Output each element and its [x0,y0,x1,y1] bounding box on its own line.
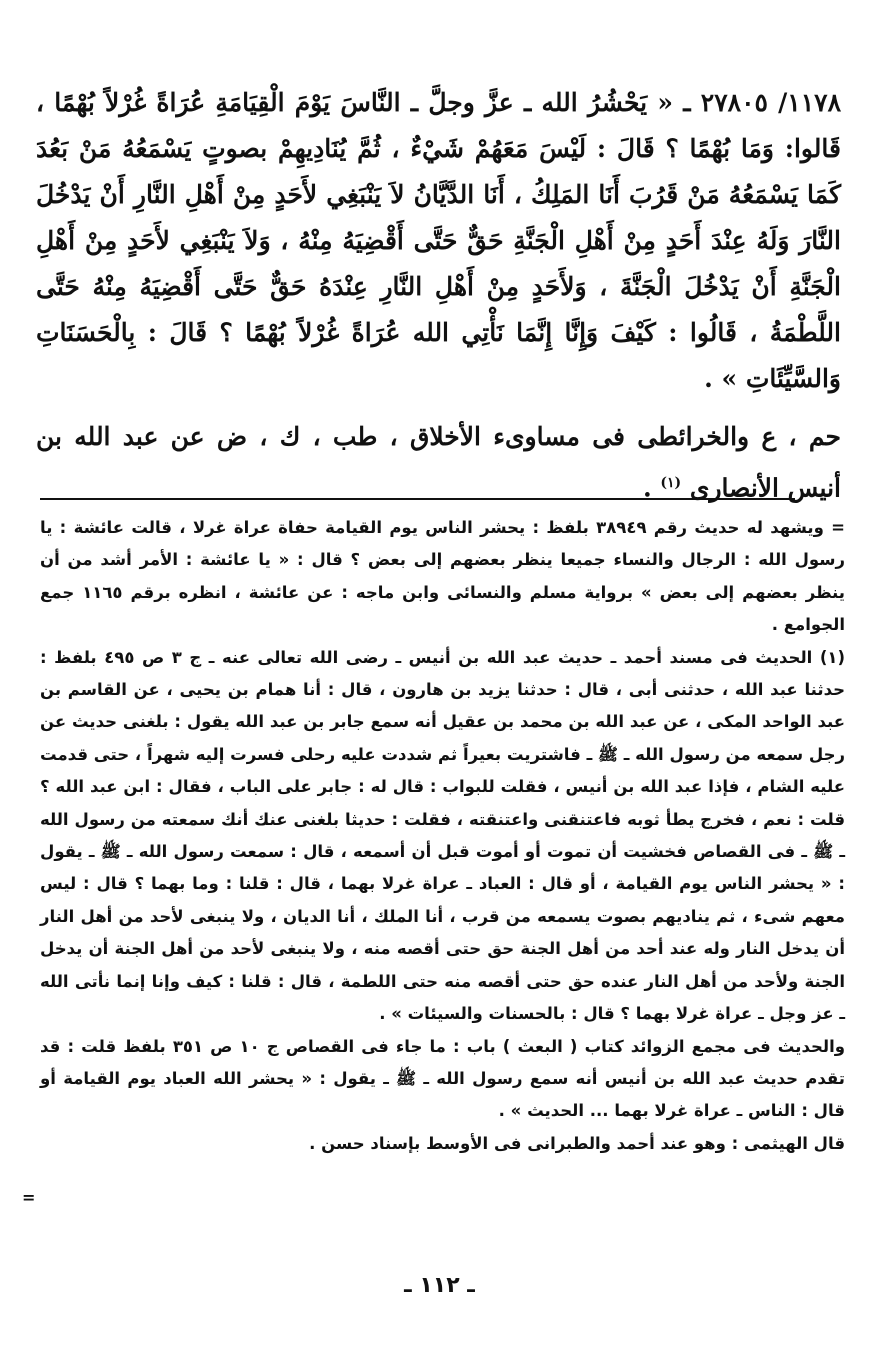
source-text: حم ، ع والخرائطى فى مساوىء الأخلاق ، طب ، ك ، ض عن عبد الله بن أنيس الأنصارى [36,422,841,503]
main-text [36,80,841,511]
footnote-1: (١) الحديث فى مسند أحمد ـ حديث عبد الله بن أنيس ـ رضى الله تعالى عنه ـ ج ٣ ص ٤٩٥ بلفظ : حدثنا عبد الله ، حدثنى أبى ، قال : حدثنا يزيد بن هارون ، قال : أنا همام بن يحيى ، عن القاسم بن عبد الواحد المكى ، عن عبد الله بن محمد بن عقيل أنه سمع جابر بن عبد الله يقول : بلغنى حديث عن رجل سمعه من رسول الله ـ ﷺ ـ فاشتريت بعيراً ثم شددت عليه رحلى فسرت إليه شهراً ، حتى قدمت عليه الشام ، فإذا عبد الله بن أنيس ، فقلت للبواب : قال له : جابر على الباب ، فقال : ابن عبد الله ؟ قلت : نعم ، فخرج يطأ ثوبه فاعتنقنى واعتنقته ، فقلت : حديثا بلغنى عنك أنك سمعته من رسول الله ـ ﷺ ـ فى القصاص فخشيت أن تموت أو أموت قبل أن أسمعه ، قال : سمعت رسول الله ـ ﷺ ـ يقول : « يحشر الناس يوم القيامة ، أو قال : العباد ـ عراة غرلا بهما ، قال : قلنا : وما بهما ؟ قال : ليس معهم شىء ، ثم يناديهم بصوت يسمعه من قرب ، أنا الملك ، أنا الديان ، ولا ينبغى لأحد من أهل النار أن يدخل النار وله عند أحد من أهل الجنة حق حتى أقصه منه ، ولا ينبغى لأحد من أهل الجنة أن يدخل الجنة ولأحد من أهل النار عنده حق حتى أقصه منه حتى اللطمة ، قال : قلنا : كيف وإنا إنما نأتى الله ـ عز وجل ـ عراة غرلا بهما ؟ قال : بالحسنات والسيئات » . [40,647,846,1024]
hadith-text: ـ « يَحْشُرُ الله ـ عزَّ وجلَّ ـ النَّاسَ يَوْمَ الْقِيَامَةِ عُرَاةً غُرْلاً بُهْمًا ، قَالوا: وَمَا بُهْمًا ؟ قَالَ : لَيْسَ مَعَهُمْ شَيْءٌ ، ثُمَّ يُنَادِيهِمْ بصوتٍ يَسْمَعُهُ مَنْ بَعُدَ كَمَا يَسْمَعُهُ مَنْ قَرُبَ أَنَا المَلِكُ ، أَنَا الدَّيَّانُ لاَ يَنْبَغِي لأَحَدٍ مِنْ أَهْلِ النَّارِ أَنْ يَدْخُلَ النَّارَ وَلَهُ عِنْدَ أَحَدٍ مِنْ أَهْلِ الْجَنَّةِ حَقٌّ حَتَّى أَقْضِيَهُ مِنْهُ ، وَلاَ يَنْبَغِي لأَحَدٍ مِنْ أَهْلِ الْجَنَّةِ أَنْ يَدْخُلَ الْجَنَّةَ ، وَلأَحَدٍ مِنْ أَهْلِ النَّارِ عِنْدَهُ حَقٌّ حَتَّى أَقْضِيَهُ مِنْهُ حَتَّى اللَّطْمَةُ ، قَالُوا : كَيْفَ وَإِنَّا إِنَّمَا نَأْتِي الله عُرَاةً غُرْلاً بُهْمًا ؟ قَالَ : بِالْحَسَنَاتِ وَالسَّيِّئَاتِ » . [36,88,841,393]
footnote-zawaid: والحديث فى مجمع الزوائد كتاب ( البعث ) باب : ما جاء فى القصاص ج ١٠ ص ٣٥١ بلفظ قلت : قد تقدم حديث عبد الله بن أنيس أنه سمع رسول الله ـ ﷺ ـ يقول : « يحشر الله العباد يوم القيامة أو قال : الناس ـ عراة غرلا بهما ... الحديث » . [40,1036,845,1121]
hadith-source [36,414,841,511]
hadith-number: ١١٧٨/ ٢٧٨٠٥ [700,88,841,117]
footnote-separator [40,498,795,500]
continuation-mark: = [22,1188,36,1207]
footnote-continued: = ويشهد له حديث رقم ٣٨٩٤٩ بلفظ : يحشر الناس يوم القيامة حفاة عراة غرلا ، قالت عائشة : يا رسول الله : الرجال والنساء جميعا ينظر بعضهم إلى بعض ؟ قال : « يا عائشة : الأمر أشد من أن ينظر بعضهم إلى بعض » برواية مسلم والنسائى وابن ماجه : عن عائشة ، انظره برقم ١١٦٥ جمع الجوامع . [40,518,845,635]
hadith-paragraph [36,80,841,402]
page-number: ـ ١١٢ ـ [404,1273,475,1298]
footnote-haythami: قال الهيثمى : وهو عند أحمد والطبرانى فى الأوسط بإسناد حسن . [309,1133,845,1153]
footnote-ref: (١) [660,475,682,491]
footnotes [40,512,845,1160]
source-end: . [642,473,661,503]
